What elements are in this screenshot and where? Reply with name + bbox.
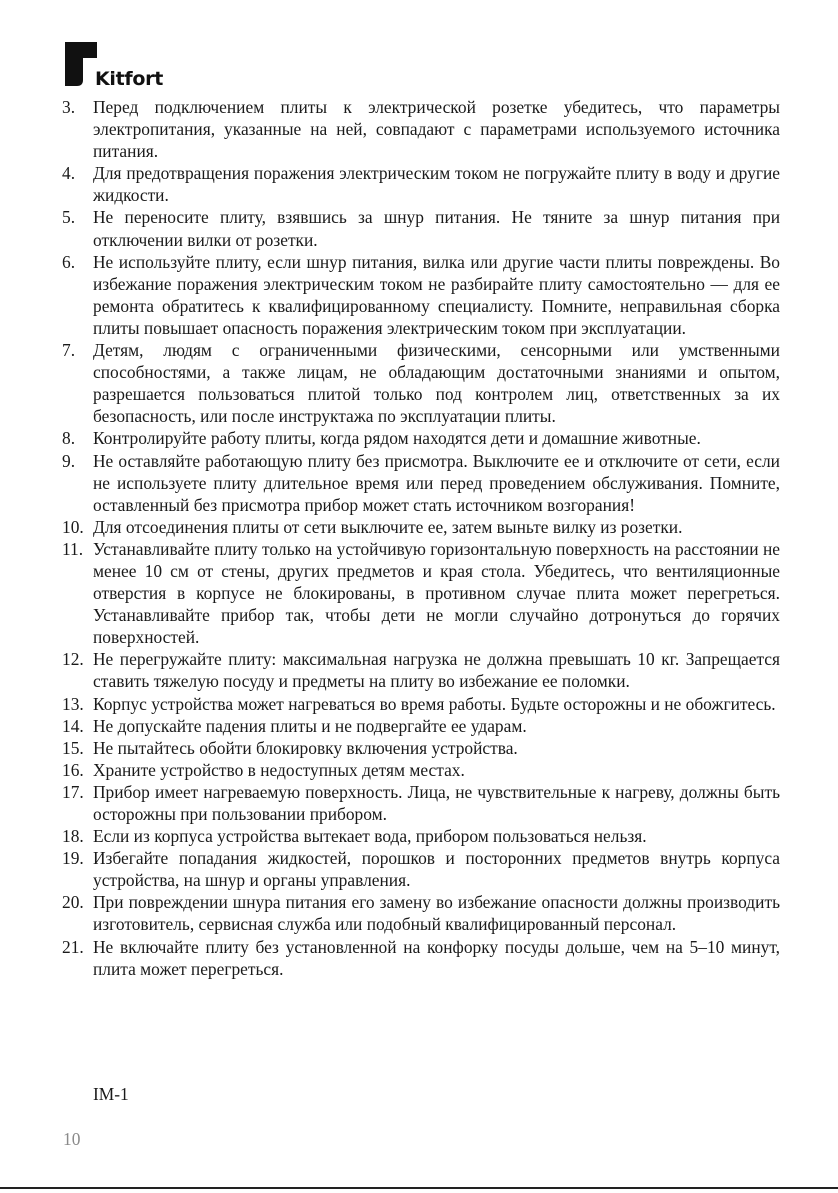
item-text: Прибор имеет нагреваемую поверхность. Лица, не чувствительные к нагреву, должны быть осторожны при пользовании прибором.	[93, 781, 780, 824]
item-number: 21.	[62, 936, 84, 957]
item-number: 20.	[62, 892, 84, 913]
list-item	[62, 737, 780, 759]
brand-logo	[63, 40, 183, 90]
page-number: 10	[63, 1129, 81, 1149]
list-item	[62, 759, 780, 781]
item-number: 11.	[62, 538, 84, 559]
list-item	[62, 648, 780, 692]
list-item	[62, 251, 780, 339]
item-number: 18.	[62, 826, 84, 847]
item-number: 16.	[62, 759, 84, 780]
list-item	[62, 693, 780, 715]
item-number: 5.	[62, 207, 76, 228]
item-text: Устанавливайте плиту только на устойчивую горизонтальную поверхность на расстоянии не менее 10 см от стены, других предметов и края стола. Убедитесь, что вентиляционные отверстия в корпусе не блокированы, в противном случае плита может перегреться. Устанавливайте прибор так, чтобы дети не могли случайно дотронуться до горячих поверхностей.	[93, 538, 780, 648]
item-number: 12.	[62, 649, 84, 670]
brand-name: Kitfort	[95, 68, 163, 90]
item-number: 15.	[62, 737, 84, 758]
model-code: IM-1	[93, 1084, 129, 1104]
list-item	[62, 891, 780, 935]
item-text: Не пытайтесь обойти блокировку включения устройства.	[93, 737, 518, 758]
item-number: 13.	[62, 693, 84, 714]
list-item	[62, 96, 780, 162]
item-text: Не включайте плиту без установленной на конфорку посуды дольше, чем на 5–10 минут, плита может перегреться.	[93, 936, 780, 979]
item-number: 3.	[62, 97, 76, 117]
item-text: Не перегружайте плиту: максимальная нагрузка не должна превышать 10 кг. Запрещается ставить тяжелую посуду и предметы на плиту во избежание ее поломки.	[93, 649, 780, 692]
list-item	[62, 162, 780, 206]
item-text: Если из корпуса устройства вытекает вода, прибором пользоваться нельзя.	[93, 826, 647, 847]
list-item	[62, 516, 780, 538]
item-text: Не используйте плиту, если шнур питания, вилка или другие части плиты повреждены. Во избежание поражения электрическим током не разбирайте плиту самостоятельно — для ее ремонта обратитесь к квалифицированному специалисту. Помните, неправильная сборка плиты повышает опасность поражения электрическим током при эксплуатации.	[93, 251, 780, 338]
item-text: Храните устройство в недоступных детям местах.	[93, 759, 465, 780]
item-number: 17.	[62, 781, 84, 802]
item-text: Избегайте попадания жидкостей, порошков и посторонних предметов внутрь корпуса устройства, на шнур и органы управления.	[93, 848, 780, 891]
item-number: 10.	[62, 516, 84, 537]
list-item	[62, 427, 780, 449]
list-item	[62, 847, 780, 891]
item-text: Контролируйте работу плиты, когда рядом находятся дети и домашние животные.	[93, 428, 701, 449]
item-text: Для отсоединения плиты от сети выключите ее, затем выньте вилку из розетки.	[93, 516, 683, 537]
list-item	[62, 781, 780, 825]
list-item	[62, 715, 780, 737]
bottom-rule	[0, 1187, 838, 1189]
item-number: 8.	[62, 428, 76, 449]
list-item	[62, 936, 780, 980]
kitfort-logo-icon	[63, 40, 99, 90]
list-item	[62, 206, 780, 250]
item-text: Детям, людям с ограниченными физическими, сенсорными или умственными способностями, а также лицам, не обладающим достаточными знаниями и опытом, разрешается пользоваться плитой только под контролем лиц, ответственных за их безопасность, или после инструктажа по эксплуатации плиты.	[93, 340, 780, 427]
item-text: Для предотвращения поражения электрическим током не погружайте плиту в воду и другие жидкости.	[93, 163, 780, 206]
item-text: Не оставляйте работающую плиту без присмотра. Выключите ее и отключите от сети, если не используете плиту длительное время или перед проведением обслуживания. Помните, оставленный без присмотра прибор может стать источником возгорания!	[93, 450, 780, 515]
item-number: 14.	[62, 715, 84, 736]
list-item	[62, 538, 780, 648]
item-text: Корпус устройства может нагреваться во время работы. Будьте осторожны и не обожгитесь.	[93, 693, 776, 714]
list-item	[62, 339, 780, 427]
item-text: Не допускайте падения плиты и не подвергайте ее ударам.	[93, 715, 527, 736]
item-number: 7.	[62, 340, 76, 361]
item-number: 19.	[62, 848, 84, 869]
item-text: Перед подключением плиты к электрической розетке убедитесь, что параметры электропитания, указанные на ней, совпадают с параметрами используемого источника питания.	[93, 97, 780, 162]
safety-instructions-list	[62, 96, 780, 980]
list-item	[62, 450, 780, 516]
item-number: 4.	[62, 163, 76, 184]
item-text: При повреждении шнура питания его замену во избежание опасности должны производить изготовитель, сервисная служба или подобный квалифицированный персонал.	[93, 892, 780, 935]
item-number: 9.	[62, 450, 76, 471]
item-number: 6.	[62, 251, 76, 272]
list-item	[62, 825, 780, 847]
item-text: Не переносите плиту, взявшись за шнур питания. Не тяните за шнур питания при отключении вилки от розетки.	[93, 207, 780, 250]
